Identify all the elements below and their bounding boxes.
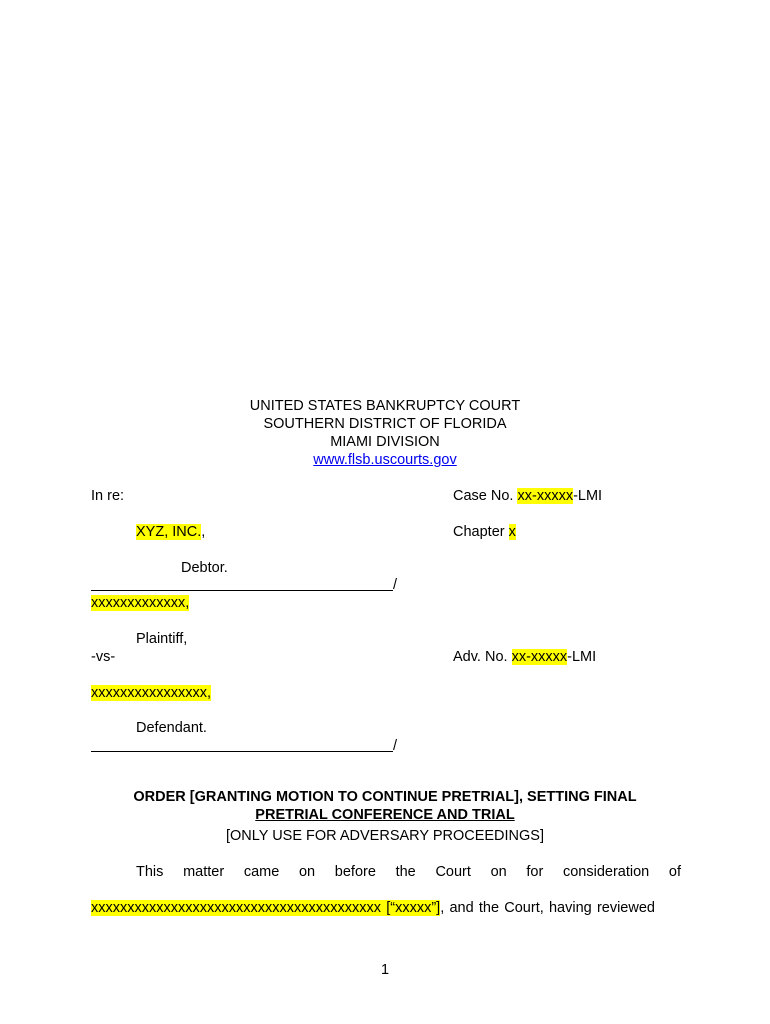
- caption-slash-1: /: [393, 577, 398, 593]
- plaintiff-name-line: [91, 594, 189, 612]
- adversary-number-label: Adv. No.: [453, 649, 508, 665]
- defendant-name: xxxxxxxxxxxxxxxx,: [91, 685, 212, 701]
- caption-divider-2: [91, 751, 393, 752]
- case-number-line: [453, 487, 602, 505]
- body-word: on: [298, 864, 316, 880]
- adversary-number-suffix: -LMI: [567, 649, 597, 665]
- district-name: SOUTHERN DISTRICT OF FLORIDA: [263, 416, 507, 432]
- body-line-2-rest: , and the Court, having reviewed: [440, 900, 655, 916]
- body-word: consideration: [562, 864, 650, 880]
- debtor-name: XYZ, INC.: [136, 524, 202, 540]
- body-word: matter: [183, 864, 225, 880]
- body-word: on: [490, 864, 507, 880]
- body-line-2: [91, 899, 681, 917]
- body-word: Court: [435, 864, 471, 880]
- chapter-label: Chapter: [453, 524, 505, 540]
- adversary-number-value: xx-xxxxx: [511, 649, 568, 665]
- body-word: for: [526, 864, 544, 880]
- case-number-label: Case No.: [453, 488, 514, 504]
- caption-slash-2: /: [393, 738, 398, 754]
- in-re-label: In re:: [91, 488, 125, 504]
- chapter-value: x: [508, 524, 516, 540]
- body-word: came: [243, 864, 280, 880]
- court-name: UNITED STATES BANKRUPTCY COURT: [249, 398, 521, 414]
- order-title-line-1: ORDER [GRANTING MOTION TO CONTINUE PRETRIAL], SETTING FINAL: [133, 789, 637, 805]
- order-subtitle: [ONLY USE FOR ADVERSARY PROCEEDINGS]: [225, 828, 545, 844]
- debtor-name-line: [136, 523, 205, 541]
- chapter-line: [453, 523, 516, 541]
- body-word: before: [334, 864, 376, 880]
- body-word: This: [136, 864, 164, 880]
- plaintiff-label: Plaintiff,: [136, 631, 188, 647]
- order-title-line-2: PRETRIAL CONFERENCE AND TRIAL: [255, 807, 515, 823]
- body-line-1: [136, 863, 681, 881]
- body-word: the: [395, 864, 416, 880]
- case-number-suffix: -LMI: [573, 488, 603, 504]
- order-title-line-2-wrap: [0, 806, 770, 824]
- body-word: of: [668, 864, 681, 880]
- defendant-label: Defendant.: [136, 720, 207, 736]
- page-number: 1: [380, 962, 390, 978]
- plaintiff-name: xxxxxxxxxxxxx,: [91, 595, 190, 611]
- division-name: MIAMI DIVISION: [330, 434, 440, 450]
- court-website-wrap: [0, 451, 770, 469]
- motion-placeholder: xxxxxxxxxxxxxxxxxxxxxxxxxxxxxxxxxxxxxxxx [“xxxxx”]: [91, 900, 441, 916]
- versus-label: -vs-: [91, 649, 116, 665]
- caption-divider-1: [91, 590, 393, 591]
- adversary-number-line: [453, 648, 596, 666]
- debtor-label: Debtor.: [181, 560, 228, 576]
- court-website-link[interactable]: www.flsb.uscourts.gov: [313, 452, 457, 468]
- case-number-value: xx-xxxxx: [517, 488, 574, 504]
- defendant-name-line: [91, 684, 211, 702]
- debtor-name-comma: ,: [201, 524, 206, 540]
